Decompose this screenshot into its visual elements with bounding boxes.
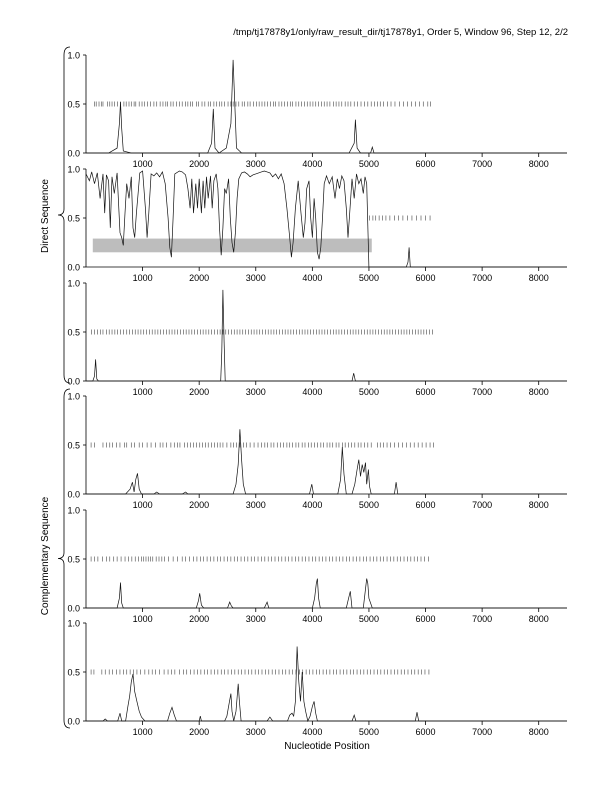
- x-tick-label: 5000: [358, 614, 379, 624]
- x-tick-label: 7000: [472, 614, 493, 624]
- x-tick-label: 2000: [189, 500, 210, 510]
- x-tick-label: 6000: [415, 614, 436, 624]
- x-tick-label: 6000: [415, 159, 436, 169]
- x-tick-label: 8000: [528, 159, 549, 169]
- panel-direct-frame-2: [67, 165, 567, 284]
- series-line: [86, 429, 567, 494]
- y-tick-label: 0.0: [67, 716, 80, 727]
- x-tick-label: 8000: [528, 614, 549, 624]
- series-line: [86, 290, 567, 381]
- x-tick-label: 2000: [189, 159, 210, 169]
- x-tick-label: 2000: [189, 387, 210, 397]
- series-line: [86, 60, 567, 153]
- y-tick-label: 1.0: [67, 618, 80, 629]
- x-tick-label: 7000: [472, 500, 493, 510]
- x-tick-label: 6000: [415, 727, 436, 737]
- x-tick-label: 1000: [132, 159, 153, 169]
- y-tick-label: 1.0: [67, 50, 80, 61]
- x-tick-label: 5000: [358, 159, 379, 169]
- y-tick-label: 0.5: [67, 554, 80, 565]
- y-tick-label: 1.0: [67, 391, 80, 402]
- panel-complementary-frame-3: [67, 619, 567, 738]
- y-tick-label: 0.5: [67, 667, 80, 678]
- x-tick-label: 4000: [302, 159, 323, 169]
- y-tick-label: 0.5: [67, 213, 80, 224]
- x-tick-label: 7000: [472, 159, 493, 169]
- series-line: [86, 171, 567, 267]
- x-tick-label: 2000: [189, 273, 210, 283]
- x-tick-label: 4000: [302, 273, 323, 283]
- page-header: /tmp/tj17878y1/only/raw_result_dir/tj17878y1, Order 5, Window 96, Step 12, 2/2: [233, 27, 568, 38]
- x-tick-label: 4000: [302, 500, 323, 510]
- y-tick-label: 0.5: [67, 440, 80, 451]
- x-tick-label: 1000: [132, 500, 153, 510]
- panel-complementary-frame-2: [67, 506, 567, 625]
- x-tick-label: 6000: [415, 273, 436, 283]
- y-tick-label: 0.5: [67, 99, 80, 110]
- x-tick-label: 3000: [245, 273, 266, 283]
- x-tick-label: 3000: [245, 614, 266, 624]
- series-line: [86, 647, 567, 722]
- x-tick-label: 8000: [528, 500, 549, 510]
- x-tick-label: 4000: [302, 387, 323, 397]
- x-tick-label: 1000: [132, 273, 153, 283]
- y-tick-label: 0.0: [67, 262, 80, 273]
- y-tick-label: 0.0: [67, 603, 80, 614]
- x-tick-label: 3000: [245, 387, 266, 397]
- x-tick-label: 5000: [358, 273, 379, 283]
- x-tick-label: 2000: [189, 614, 210, 624]
- x-tick-label: 3000: [245, 500, 266, 510]
- x-tick-label: 5000: [358, 500, 379, 510]
- panel-complementary-frame-1: [67, 392, 567, 511]
- x-tick-label: 3000: [245, 727, 266, 737]
- x-tick-label: 7000: [472, 273, 493, 283]
- y-tick-label: 0.0: [67, 489, 80, 500]
- y-tick-label: 0.0: [67, 148, 80, 159]
- x-tick-label: 5000: [358, 727, 379, 737]
- x-axis-label: Nucleotide Position: [284, 741, 370, 752]
- y-tick-label: 1.0: [67, 505, 80, 516]
- x-tick-label: 7000: [472, 727, 493, 737]
- y-tick-label: 1.0: [67, 164, 80, 175]
- x-tick-label: 8000: [528, 387, 549, 397]
- panel-direct-frame-3: [67, 279, 567, 398]
- x-tick-label: 1000: [132, 614, 153, 624]
- y-tick-label: 0.5: [67, 327, 80, 338]
- series-line: [86, 579, 567, 608]
- x-tick-label: 4000: [302, 614, 323, 624]
- x-tick-label: 7000: [472, 387, 493, 397]
- x-tick-label: 5000: [358, 387, 379, 397]
- x-tick-label: 8000: [528, 727, 549, 737]
- x-tick-label: 8000: [528, 273, 549, 283]
- direct-sequence-label: Direct Sequence: [40, 179, 51, 253]
- x-tick-label: 6000: [415, 387, 436, 397]
- x-tick-label: 4000: [302, 727, 323, 737]
- x-tick-label: 6000: [415, 500, 436, 510]
- panel-direct-frame-1: [67, 51, 567, 170]
- y-tick-label: 0.0: [67, 376, 80, 387]
- complementary-sequence-label: Complementary Sequence: [40, 496, 51, 616]
- panels: [67, 51, 567, 738]
- x-tick-label: 3000: [245, 159, 266, 169]
- x-tick-label: 2000: [189, 727, 210, 737]
- y-tick-label: 1.0: [67, 278, 80, 289]
- x-tick-label: 1000: [132, 387, 153, 397]
- x-tick-label: 1000: [132, 727, 153, 737]
